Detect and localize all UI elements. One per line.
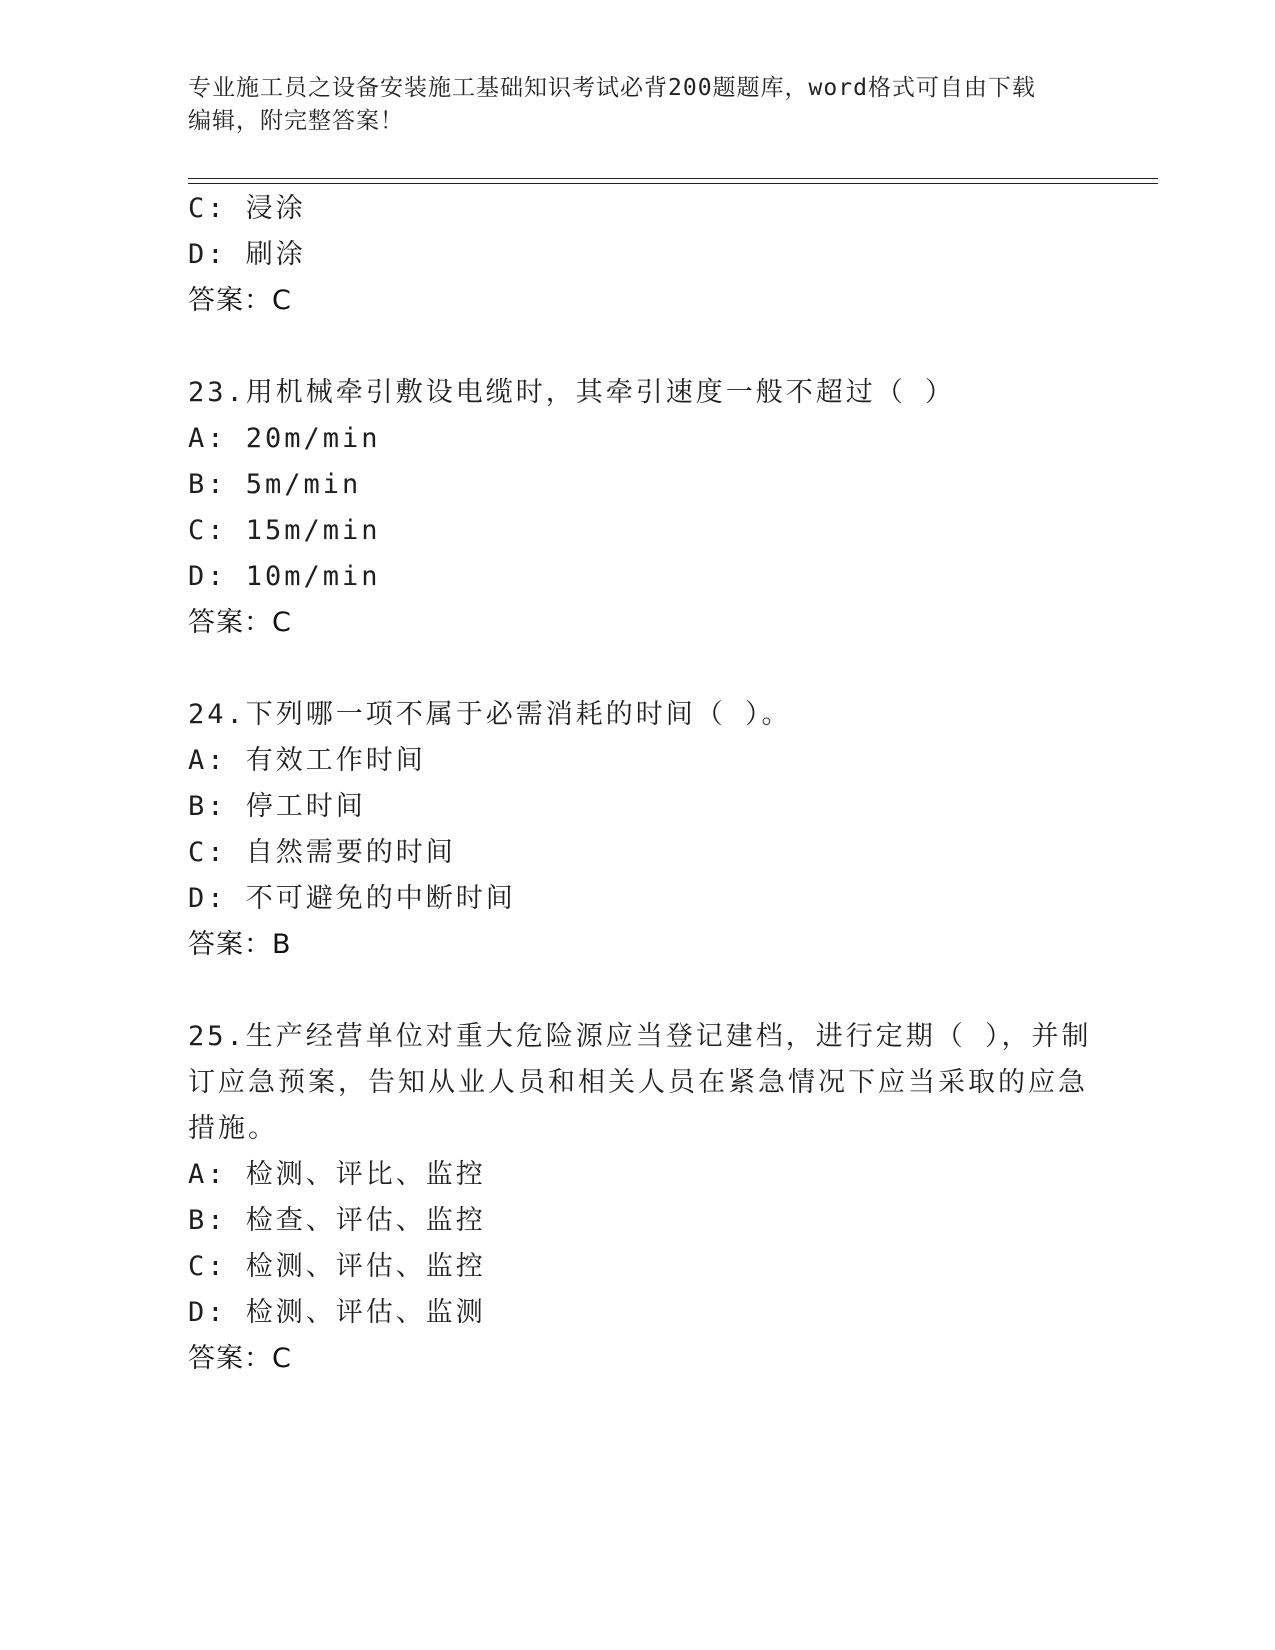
option-d: D: 不可避免的中断时间 bbox=[188, 883, 516, 914]
question-stem: 24.下列哪一项不属于必需消耗的时间（ ）。 bbox=[188, 699, 792, 730]
option-c: C: 浸涂 bbox=[188, 193, 306, 224]
header-line-1: 专业施工员之设备安装施工基础知识考试必背200题题库，word格式可自由下载 bbox=[188, 75, 1036, 101]
option-c: C: 自然需要的时间 bbox=[188, 837, 456, 868]
stem-line-3: 措施。 bbox=[188, 1113, 278, 1144]
stem-line-2: 订应急预案，告知从业人员和相关人员在紧急情况下应当采取的应急 bbox=[188, 1067, 1088, 1098]
option-b: B: 5m/min bbox=[188, 469, 362, 500]
spacer bbox=[188, 646, 1088, 692]
question-stem bbox=[188, 1014, 1092, 1152]
question-22-tail bbox=[188, 186, 1088, 324]
option-a: A: 检测、评比、监控 bbox=[188, 1159, 486, 1190]
option-c: C: 15m/min bbox=[188, 515, 381, 546]
question-24 bbox=[188, 692, 1088, 968]
question-list bbox=[188, 186, 1092, 1382]
option-d: D: 10m/min bbox=[188, 561, 381, 592]
option-d: D: 检测、评估、监测 bbox=[188, 1297, 486, 1328]
question-stem: 23.用机械牵引敷设电缆时，其牵引速度一般不超过（ ） bbox=[188, 377, 956, 408]
answer: 答案：C bbox=[188, 285, 292, 316]
document-header bbox=[188, 72, 1088, 138]
answer: 答案：C bbox=[188, 1343, 292, 1374]
answer: 答案：B bbox=[188, 929, 292, 960]
option-a: A: 有效工作时间 bbox=[188, 745, 426, 776]
option-a: A: 20m/min bbox=[188, 423, 381, 454]
option-c: C: 检测、评估、监控 bbox=[188, 1251, 486, 1282]
option-b: B: 停工时间 bbox=[188, 791, 366, 822]
question-25 bbox=[188, 1014, 1092, 1382]
option-d: D: 刷涂 bbox=[188, 239, 306, 270]
spacer bbox=[188, 968, 1088, 1014]
header-rule-top bbox=[188, 178, 1158, 179]
header-rule-bottom bbox=[188, 183, 1158, 184]
question-23 bbox=[188, 370, 1088, 646]
answer: 答案：C bbox=[188, 607, 292, 638]
option-b: B: 检查、评估、监控 bbox=[188, 1205, 486, 1236]
header-line-2: 编辑，附完整答案！ bbox=[188, 108, 404, 134]
spacer bbox=[188, 324, 1088, 370]
stem-line-1: 25.生产经营单位对重大危险源应当登记建档，进行定期（ ），并制 bbox=[188, 1021, 1092, 1052]
